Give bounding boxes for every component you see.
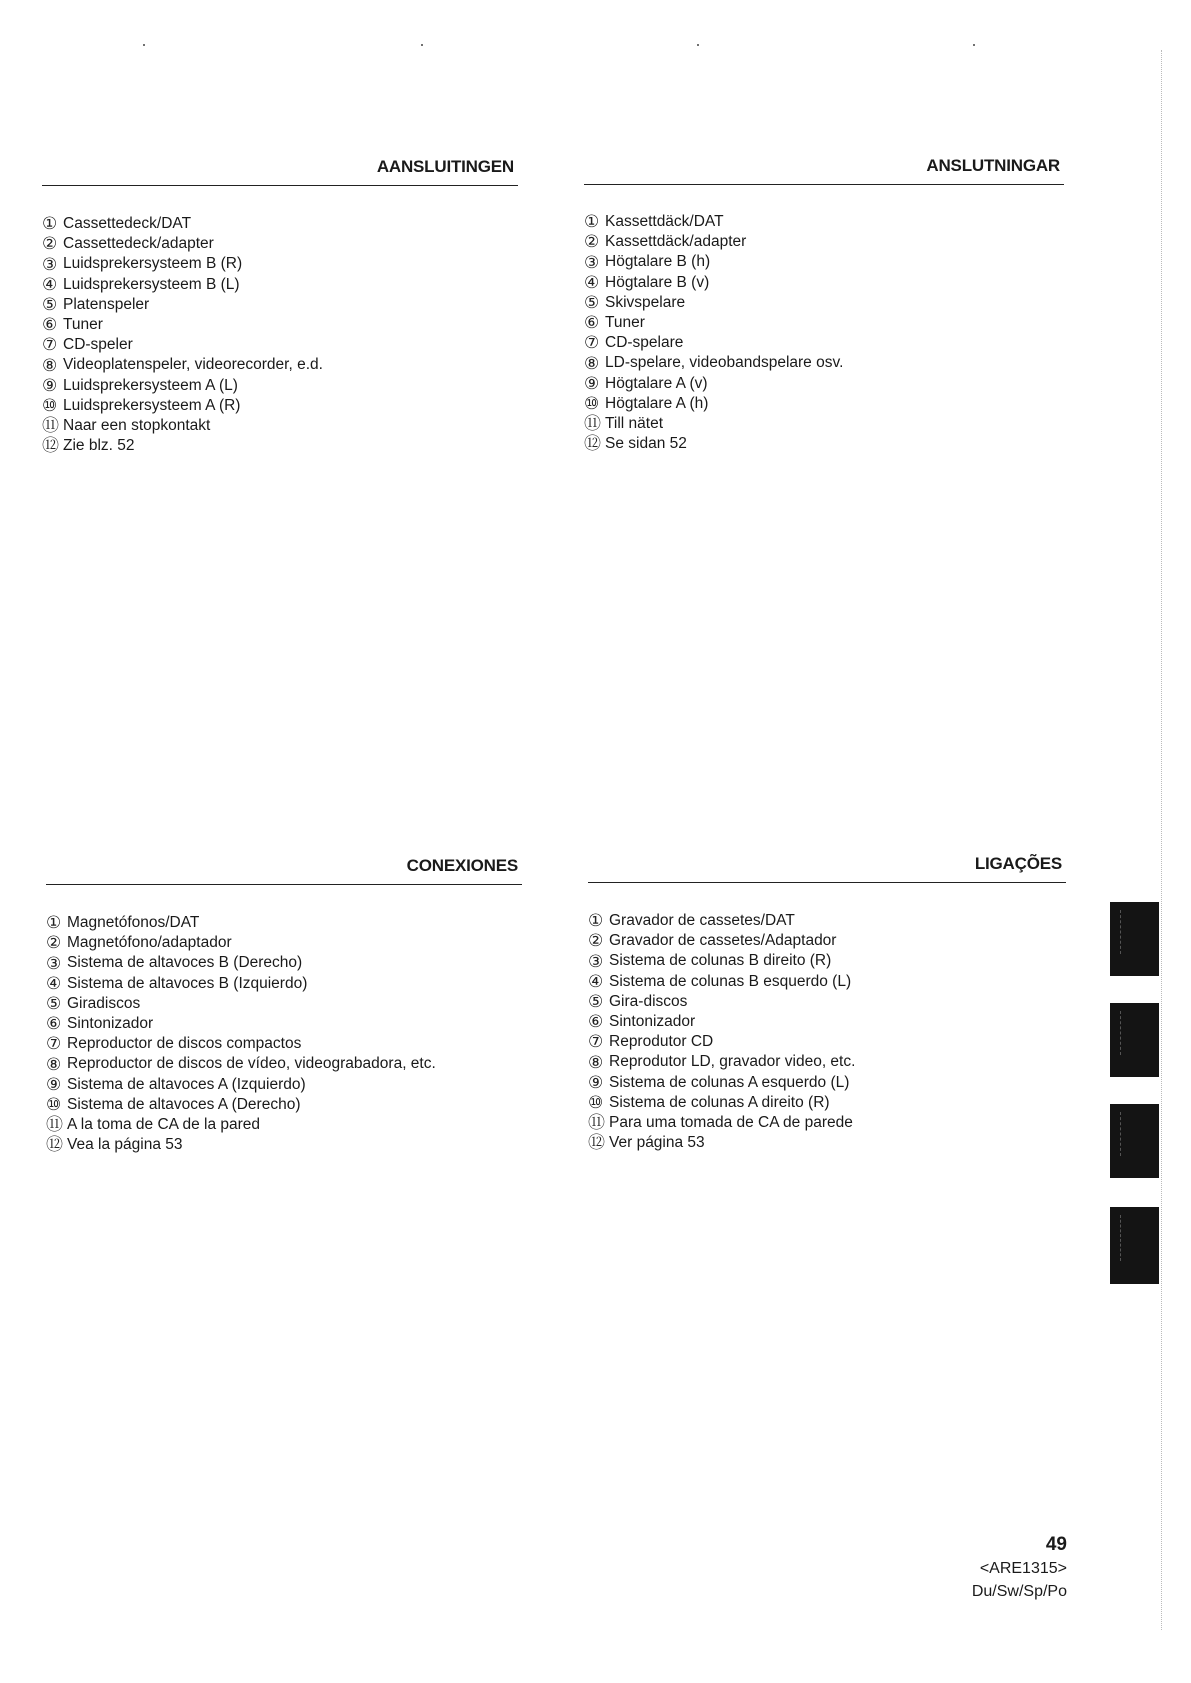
document-code: <ARE1315> [979, 1560, 1067, 1577]
item-label: Sistema de colunas B direito (R) [609, 952, 832, 970]
list-item [46, 913, 522, 933]
scan-speck [697, 44, 699, 46]
list-item [42, 234, 518, 254]
list-item [584, 414, 1064, 434]
item-number: ④ [42, 274, 58, 295]
language-tab-1 [1110, 902, 1159, 976]
list-item [46, 1095, 522, 1115]
list-item [42, 254, 518, 274]
item-number: ⑦ [42, 335, 58, 356]
item-label: Sistema de colunas A esquerdo (L) [609, 1073, 850, 1091]
item-number: ⑨ [584, 373, 600, 394]
item-label: Sistema de altavoces A (Derecho) [67, 1095, 301, 1113]
list-item [584, 212, 1064, 232]
item-label: Cassettedeck/DAT [63, 215, 192, 232]
list-item [46, 994, 522, 1014]
connection-list [46, 913, 522, 1155]
list-item [588, 1113, 1066, 1133]
list-item [42, 275, 518, 295]
list-item [46, 1034, 522, 1054]
item-label: Sistema de colunas B esquerdo (L) [609, 972, 852, 990]
list-item [46, 953, 522, 973]
scan-speck [973, 44, 975, 46]
language-tab-3 [1110, 1104, 1159, 1178]
list-item [42, 416, 518, 436]
item-number: ⑪ [42, 416, 59, 437]
list-item [46, 1075, 522, 1095]
list-item [588, 972, 1066, 992]
item-number: ⑤ [588, 991, 604, 1012]
item-number: ① [42, 214, 58, 235]
item-number: ⑪ [584, 414, 601, 435]
item-label: Zie blz. 52 [63, 437, 135, 455]
item-number: ⑧ [42, 355, 58, 376]
list-item [584, 273, 1064, 293]
list-item [46, 1014, 522, 1034]
item-number: ⑥ [42, 315, 58, 336]
item-label: Naar een stopkontakt [63, 417, 211, 435]
scan-speck [421, 44, 423, 46]
item-number: ② [42, 234, 58, 255]
item-number: ⑤ [46, 993, 62, 1014]
list-item [46, 933, 522, 953]
item-label: Luidsprekersysteem A (R) [63, 396, 241, 414]
item-label: Ver página 53 [609, 1134, 705, 1152]
section-aansluitingen [42, 157, 518, 456]
list-item [584, 293, 1064, 313]
item-number: ① [584, 212, 600, 233]
connection-list [588, 911, 1066, 1153]
list-item [588, 1012, 1066, 1032]
item-number: ④ [588, 971, 604, 992]
list-item [42, 295, 518, 315]
item-label: Cassettedeck/adapter [63, 235, 214, 253]
item-label: Sintonizador [609, 1013, 696, 1031]
item-number: ① [46, 913, 62, 934]
item-label: Luidsprekersysteem A (L) [63, 376, 238, 394]
list-item [588, 1052, 1066, 1072]
item-number: ④ [46, 973, 62, 994]
list-item [584, 434, 1064, 454]
item-number: ⑨ [588, 1072, 604, 1093]
item-label: Skivspelare [605, 293, 686, 311]
item-label: Kassettdäck/DAT [605, 213, 724, 230]
item-number: ③ [46, 953, 62, 974]
list-item [46, 1054, 522, 1074]
list-item [584, 252, 1064, 272]
page-edge-line [1161, 50, 1162, 1630]
item-label: Sistema de altavoces A (Izquierdo) [67, 1075, 306, 1093]
item-label: Videoplatenspeler, videorecorder, e.d. [63, 356, 323, 374]
item-number: ⑥ [584, 313, 600, 334]
item-label: Para uma tomada de CA de parede [609, 1114, 853, 1132]
section-anslutningar [584, 156, 1064, 454]
list-item [588, 931, 1066, 951]
list-item [588, 1093, 1066, 1113]
list-item [42, 396, 518, 416]
item-label: Kassettdäck/adapter [605, 233, 747, 251]
list-item [46, 974, 522, 994]
item-label: Reprodutor CD [609, 1033, 714, 1051]
item-label: Sistema de colunas A direito (R) [609, 1093, 830, 1111]
item-number: ⑤ [42, 294, 58, 315]
item-number: ⑥ [46, 1014, 62, 1035]
item-label: Luidsprekersysteem B (L) [63, 275, 240, 293]
item-label: Reproductor de discos compactos [67, 1035, 302, 1053]
list-item [42, 436, 518, 456]
item-label: A la toma de CA de la pared [67, 1116, 261, 1134]
list-item [42, 214, 518, 234]
item-label: Sistema de altavoces B (Izquierdo) [67, 974, 308, 992]
list-item [584, 353, 1064, 373]
item-number: ⑨ [46, 1074, 62, 1095]
item-number: ⑫ [588, 1133, 605, 1154]
item-label: CD-speler [63, 336, 133, 354]
connection-list [42, 214, 518, 456]
connection-list [584, 212, 1064, 454]
item-label: Gravador de cassetes/Adaptador [609, 932, 837, 950]
item-label: Gravador de cassetes/DAT [609, 912, 795, 929]
section-ligacoes [588, 854, 1066, 1153]
list-item [588, 1073, 1066, 1093]
item-number: ② [584, 232, 600, 253]
language-codes: Du/Sw/Sp/Po [971, 1583, 1067, 1600]
item-number: ④ [584, 272, 600, 293]
item-label: Se sidan 52 [605, 435, 687, 453]
item-number: ⑩ [588, 1092, 604, 1113]
item-label: Luidsprekersysteem B (R) [63, 255, 243, 273]
item-number: ⑪ [588, 1113, 605, 1134]
item-label: Till nätet [605, 415, 664, 433]
item-label: Sistema de altavoces B (Derecho) [67, 954, 303, 972]
item-number: ⑫ [46, 1135, 63, 1156]
item-number: ⑧ [588, 1052, 604, 1073]
item-label: LD-spelare, videobandspelare osv. [605, 354, 844, 372]
list-item [46, 1135, 522, 1155]
list-item [42, 355, 518, 375]
page-number: 49 [1045, 1534, 1067, 1555]
list-item [588, 1032, 1066, 1052]
item-label: Högtalare B (v) [605, 273, 710, 291]
item-label: Reprodutor LD, gravador video, etc. [609, 1053, 856, 1071]
item-label: Vea la página 53 [67, 1136, 183, 1154]
item-label: CD-spelare [605, 334, 684, 352]
item-number: ② [46, 933, 62, 954]
list-item [584, 394, 1064, 414]
item-label: Platenspeler [63, 295, 150, 313]
item-number: ③ [42, 254, 58, 275]
item-number: ⑩ [46, 1094, 62, 1115]
item-label: Högtalare A (v) [605, 374, 708, 392]
item-number: ⑪ [46, 1115, 63, 1136]
item-number: ⑩ [42, 395, 58, 416]
section-title: CONEXIONES [46, 856, 522, 885]
item-number: ⑤ [584, 292, 600, 313]
item-number: ⑨ [42, 375, 58, 396]
page-footer [972, 1533, 1067, 1603]
item-label: Tuner [605, 314, 645, 332]
item-number: ③ [588, 951, 604, 972]
item-number: ⑫ [42, 436, 59, 457]
list-item [588, 951, 1066, 971]
item-number: ⑦ [584, 333, 600, 354]
section-title: AANSLUITINGEN [42, 157, 518, 186]
list-item [584, 232, 1064, 252]
item-number: ⑧ [46, 1054, 62, 1075]
list-item [584, 313, 1064, 333]
item-number: ① [588, 911, 604, 932]
list-item [584, 374, 1064, 394]
item-label: Magnetófono/adaptador [67, 934, 232, 952]
item-label: Sintonizador [67, 1015, 154, 1033]
item-label: Tuner [63, 316, 103, 334]
item-label: Högtalare B (h) [605, 253, 711, 271]
list-item [42, 315, 518, 335]
item-number: ⑦ [46, 1034, 62, 1055]
list-item [46, 1115, 522, 1135]
item-number: ③ [584, 252, 600, 273]
section-title: LIGAÇÕES [588, 854, 1066, 883]
item-label: Magnetófonos/DAT [67, 914, 200, 931]
scan-speck [143, 44, 145, 46]
language-tab-4 [1110, 1207, 1159, 1284]
list-item [584, 333, 1064, 353]
item-label: Giradiscos [67, 994, 141, 1012]
item-label: Reproductor de discos de vídeo, videograbadora, etc. [67, 1055, 436, 1073]
item-number: ② [588, 931, 604, 952]
list-item [588, 992, 1066, 1012]
item-number: ⑧ [584, 353, 600, 374]
item-number: ⑥ [588, 1012, 604, 1033]
list-item [588, 911, 1066, 931]
list-item [588, 1133, 1066, 1153]
language-tab-2 [1110, 1003, 1159, 1077]
section-title: ANSLUTNINGAR [584, 156, 1064, 185]
item-number: ⑩ [584, 393, 600, 414]
list-item [42, 335, 518, 355]
item-number: ⑫ [584, 434, 601, 455]
item-label: Högtalare A (h) [605, 394, 709, 412]
item-label: Gira-discos [609, 992, 688, 1010]
list-item [42, 376, 518, 396]
item-number: ⑦ [588, 1032, 604, 1053]
section-conexiones [46, 856, 522, 1155]
